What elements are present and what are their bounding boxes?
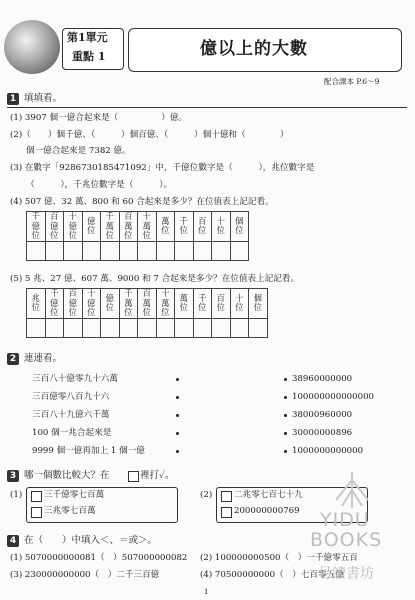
q4-3: (3) 230000000000（ ）二千三百億 [10,570,160,580]
q1-2-cont: 個一億合起來是 7382 億。 [26,146,131,156]
table5-header-cell: 十 萬 位 [156,289,175,319]
page-number: 1 [204,588,209,596]
match-left-2: 三百億零八百九十六 [32,392,110,402]
heading-checkbox-sample [128,471,139,482]
table4-header-cell: 千 位 [175,212,194,242]
table4-answer-cell[interactable] [138,241,157,260]
match-right-1: 38960000000 [292,374,353,384]
table4-answer-cell[interactable] [212,241,231,260]
table4-answer-cell[interactable] [175,241,194,260]
table5-answer-cell[interactable] [156,318,175,337]
table5-answer-cell[interactable] [230,318,249,337]
table5-answer-cell[interactable] [64,318,83,337]
section-heading-3-tail: 裡打✓。 [140,470,175,481]
match-dot-right-2[interactable] [284,396,287,399]
watermark-text-cn: 易讀書坊 [318,566,374,582]
table4-header-cell: 百 億 位 [45,212,64,242]
section-number-4: 4 [7,535,19,547]
table5-header-cell: 百 萬 位 [138,289,157,319]
table4-answer-cell[interactable] [230,241,249,260]
match-dot-left-2[interactable] [176,396,179,399]
table5-header-cell: 百 億 位 [64,289,83,319]
place-value-table-4 [26,211,249,261]
logo [4,20,60,74]
match-left-5: 9999 個一億再加上 1 個一億 [32,446,145,456]
table4-answer-cell[interactable] [82,241,101,260]
q3-2b-text: 200000000769 [234,506,300,516]
table5-header-cell: 千 萬 位 [119,289,138,319]
table4-header-cell: 千 萬 位 [101,212,120,242]
q3-1b-text: 三兆零七百萬 [44,506,96,516]
table5-answer-cell[interactable] [82,318,101,337]
table5-header-cell: 兆 位 [27,289,46,319]
q3-2b-checkbox[interactable] [221,507,232,518]
table4-header-cell: 億 位 [82,212,101,242]
q1-3: (3) 在數字「9286730185471092」中，千億位數字是（ ），兆位數字是 [10,163,315,173]
match-right-2: 100000000000000 [292,392,375,402]
watermark-text-top: YIDU [320,509,370,531]
section-heading-2: 連連看。 [24,353,63,364]
table5-header-cell: 千 億 位 [45,289,64,319]
table5-answer-cell[interactable] [101,318,120,337]
table5-header-cell: 個 位 [249,289,268,319]
match-dot-right-1[interactable] [284,378,287,381]
table5-answer-cell[interactable] [193,318,212,337]
point-label: 重點 1 [72,50,106,63]
match-dot-right-5[interactable] [284,450,287,453]
table5-header-cell: 十 億 位 [82,289,101,319]
table5-answer-cell[interactable] [119,318,138,337]
unit-label: 第1單元 [67,31,108,44]
q3-1b-checkbox[interactable] [31,507,42,518]
table5-header-cell: 億 位 [101,289,120,319]
table5-header-cell: 十 位 [230,289,249,319]
watermark-text-bottom: BOOKS [310,529,383,551]
q3-2a-checkbox[interactable] [221,491,232,502]
table5-answer-cell[interactable] [212,318,231,337]
table4-header-cell: 千 億 位 [27,212,46,242]
table4-answer-cell[interactable] [64,241,83,260]
q3-1a-checkbox[interactable] [31,491,42,502]
match-dot-left-5[interactable] [176,450,179,453]
section-heading-4: 在（ ）中填入＜、＝或＞。 [24,535,158,546]
q4-2: (2) 100000000500（ ）一千億零五百 [200,553,358,563]
table5-answer-cell[interactable] [175,318,194,337]
q4-1: (1) 5070000000081（ ）507000000082 [10,553,188,563]
match-dot-left-3[interactable] [176,414,179,417]
match-right-4: 30000000896 [292,428,353,438]
table4-header-cell: 十 億 位 [64,212,83,242]
table4-answer-cell[interactable] [101,241,120,260]
section-number-1: 1 [7,93,19,105]
table5-answer-cell[interactable] [45,318,64,337]
table4-header-cell: 萬 位 [156,212,175,242]
match-dot-left-4[interactable] [176,432,179,435]
table4-header-cell: 十 萬 位 [138,212,157,242]
place-value-table-5 [26,288,268,338]
section-divider-1 [7,107,407,108]
page-title: 億以上的大數 [200,39,308,59]
table5-header-cell: 百 位 [212,289,231,319]
q3-2a-text: 二兆零七百七十九 [234,490,303,500]
match-right-5: 1000000000000 [292,446,364,456]
match-dot-left-1[interactable] [176,378,179,381]
match-left-1: 三百八十億零九十六萬 [32,374,118,384]
q1-3-cont: （ ），千兆位數字是（ ）。 [26,180,173,190]
q1-5: (5) 5 兆、27 億、607 萬、9000 和 7 合起來是多少？在位值表上記記看。 [10,274,300,284]
match-left-4: 100 個一兆合起來是 [32,428,112,438]
table4-answer-cell[interactable] [45,241,64,260]
textbook-ref: 配合課本 P.6～9 [324,77,380,86]
q1-1: (1) 3907 個一億合起來是（ ）億。 [10,113,188,123]
q3-2-label: (2) [200,490,213,500]
watermark-tree [322,470,382,510]
table5-header-cell: 萬 位 [175,289,194,319]
table4-answer-cell[interactable] [156,241,175,260]
q3-1a-text: 三千億零七百萬 [44,490,105,500]
match-right-3: 38000960000 [292,410,353,420]
table5-answer-cell[interactable] [138,318,157,337]
table4-header-cell: 百 位 [193,212,212,242]
table4-answer-cell[interactable] [119,241,138,260]
table4-header-cell: 個 位 [230,212,249,242]
table4-answer-cell[interactable] [27,241,46,260]
table5-answer-cell[interactable] [27,318,46,337]
q3-1-label: (1) [10,490,23,500]
q1-2: (2)（ ）個千億、（ ）個百億、（ ）個十億和（ ） [10,130,289,140]
match-left-3: 三百八十九億六千萬 [32,410,110,420]
section-number-2: 2 [7,353,19,365]
q1-4: (4) 507 億、32 萬、800 和 60 合起來是多少？在位值表上記記看。 [10,197,274,207]
table4-answer-cell[interactable] [193,241,212,260]
section-heading-3: 哪一個數比較大？在 [24,470,110,481]
match-dot-right-3[interactable] [284,414,287,417]
section-number-3: 3 [7,470,19,482]
table4-header-cell: 百 萬 位 [119,212,138,242]
match-dot-right-4[interactable] [284,432,287,435]
section-heading-1: 填填看。 [24,93,63,104]
table4-header-cell: 十 位 [212,212,231,242]
table5-header-cell: 千 位 [193,289,212,319]
q4-4: (4) 70500000000（ ）七百零五億 [200,570,344,580]
table5-answer-cell[interactable] [249,318,268,337]
